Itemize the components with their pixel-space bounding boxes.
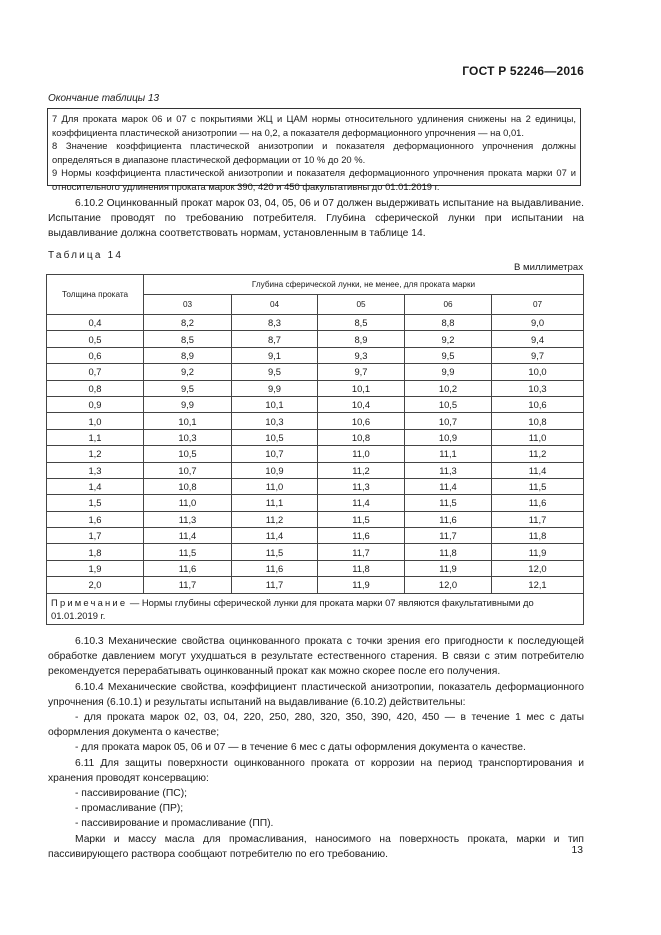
depth-cell: 9,7 (492, 347, 584, 363)
depth-cell: 10,2 (405, 380, 492, 396)
table14-label: Таблица 14 (48, 250, 124, 261)
depth-cell: 8,9 (318, 331, 405, 347)
list-item-oiling: - промасливание (ПР); (75, 803, 184, 815)
table-row (47, 380, 584, 396)
depth-cell: 11,9 (492, 544, 584, 560)
header-depth-group: Глубина сферической лунки, не менее, для проката марки (144, 275, 584, 295)
depth-cell: 8,8 (405, 315, 492, 331)
depth-cell: 11,6 (318, 528, 405, 544)
paragraph-6-10-2: 6.10.2 Оцинкованный прокат марок 03, 04, 05, 06 и 07 должен выдерживать испытание на выдавливание. Испытание проводят по требованию потребителя. Глубина сферической лунки при испытании на выдавливание должна соответствовать нормам, установленным в таблице 14. (48, 198, 584, 240)
depth-cell: 10,3 (232, 413, 318, 429)
table-row (47, 577, 584, 593)
depth-cell: 10,5 (232, 429, 318, 445)
depth-cell: 11,3 (318, 478, 405, 494)
depth-cell: 11,0 (492, 429, 584, 445)
depth-cell: 11,5 (492, 478, 584, 494)
depth-cell: 9,1 (232, 347, 318, 363)
depth-cell: 10,7 (232, 446, 318, 462)
depth-cell: 11,3 (405, 462, 492, 478)
depth-cell: 8,5 (144, 331, 232, 347)
depth-cell: 11,8 (318, 560, 405, 576)
table-row (47, 315, 584, 331)
thickness-cell: 1,3 (47, 462, 144, 478)
section-6-10-3-to-6-11 (48, 634, 584, 862)
table14-units: В миллиметрах (513, 262, 583, 273)
note-label: Примечание (51, 596, 128, 608)
depth-cell: 11,2 (318, 462, 405, 478)
header-grade-06: 06 (405, 295, 492, 315)
thickness-cell: 0,9 (47, 396, 144, 412)
depth-cell: 8,3 (232, 315, 318, 331)
depth-cell: 10,8 (144, 478, 232, 494)
depth-cell: 10,4 (318, 396, 405, 412)
depth-cell: 11,7 (144, 577, 232, 593)
page-number: 13 (571, 845, 583, 856)
depth-cell: 11,9 (405, 560, 492, 576)
thickness-cell: 1,9 (47, 560, 144, 576)
paragraph-6-10-3: 6.10.3 Механические свойства оцинкованного проката с точки зрения его пригодности к последующей обработке давлением могут ухудшаться в результате естественного старения. В связи с этим потребителю рекомендуется перерабатывать оцинкованный прокат как можно скорее после его получения. (48, 636, 584, 678)
depth-cell: 10,7 (405, 413, 492, 429)
depth-cell: 11,7 (405, 528, 492, 544)
depth-cell: 10,6 (318, 413, 405, 429)
depth-cell: 11,3 (144, 511, 232, 527)
depth-cell: 11,8 (492, 528, 584, 544)
table-row (47, 528, 584, 544)
depth-cell: 8,9 (144, 347, 232, 363)
table-row (47, 347, 584, 363)
header-thickness: Толщина проката (47, 275, 144, 315)
table-row (47, 560, 584, 576)
table-row (47, 331, 584, 347)
table13-notes-box (47, 108, 581, 192)
thickness-cell: 0,5 (47, 331, 144, 347)
paragraph-6-11: 6.11 Для защиты поверхности оцинкованного проката от коррозии на период транспортирования и хранения проводят консервацию: (48, 757, 584, 784)
depth-cell: 10,6 (492, 396, 584, 412)
depth-cell: 8,2 (144, 315, 232, 331)
depth-cell: 10,9 (232, 462, 318, 478)
thickness-cell: 0,8 (47, 380, 144, 396)
depth-cell: 11,7 (232, 577, 318, 593)
table-row (47, 396, 584, 412)
depth-cell: 9,0 (492, 315, 584, 331)
depth-cell: 10,8 (492, 413, 584, 429)
depth-cell: 11,5 (232, 544, 318, 560)
table-row (47, 413, 584, 429)
depth-cell: 9,5 (405, 347, 492, 363)
depth-cell: 11,2 (492, 446, 584, 462)
table13-note-7: 7 Для проката марок 06 и 07 с покрытиями ЖЦ и ЦАМ нормы относительного удлинения снижены на 2 единицы, коэффициента пластической анизотропии — на 0,2, а показателя деформационного упрочнения — на 0,01. (52, 113, 576, 138)
depth-cell: 10,5 (144, 446, 232, 462)
depth-cell: 11,1 (405, 446, 492, 462)
thickness-cell: 0,6 (47, 347, 144, 363)
depth-cell: 10,1 (232, 396, 318, 412)
depth-cell: 9,2 (405, 331, 492, 347)
depth-cell: 11,6 (492, 495, 584, 511)
table-row (47, 462, 584, 478)
table-row (47, 495, 584, 511)
depth-cell: 8,5 (318, 315, 405, 331)
depth-cell: 9,7 (318, 364, 405, 380)
depth-cell: 11,7 (318, 544, 405, 560)
thickness-cell: 1,1 (47, 429, 144, 445)
depth-cell: 11,4 (144, 528, 232, 544)
header-grade-05: 05 (318, 295, 405, 315)
depth-cell: 10,1 (318, 380, 405, 396)
thickness-cell: 1,4 (47, 478, 144, 494)
table-row (47, 429, 584, 445)
table14-note-row (47, 593, 584, 624)
table-row (47, 544, 584, 560)
depth-cell: 11,7 (492, 511, 584, 527)
depth-cell: 11,4 (318, 495, 405, 511)
table13-continuation-caption: Окончание таблицы 13 (48, 93, 160, 104)
depth-cell: 11,0 (318, 446, 405, 462)
depth-cell: 9,2 (144, 364, 232, 380)
table-row (47, 364, 584, 380)
depth-cell: 11,4 (232, 528, 318, 544)
section-6-10-2 (48, 196, 584, 242)
depth-cell: 10,0 (492, 364, 584, 380)
thickness-cell: 2,0 (47, 577, 144, 593)
header-grade-03: 03 (144, 295, 232, 315)
depth-cell: 11,0 (232, 478, 318, 494)
table13-note-8: 8 Значение коэффициента пластической анизотропии и показателя деформационного упрочнения должны определяться в диапазоне пластической деформации от 10 % до 20 %. (52, 140, 576, 165)
depth-cell: 8,7 (232, 331, 318, 347)
thickness-cell: 1,5 (47, 495, 144, 511)
paragraph-final: Марки и массу масла для промасливания, наносимого на поверхность проката, марки и тип пассивирующего раствора сообщают потребителю по его требованию. (48, 833, 584, 860)
table14-note (47, 593, 584, 624)
depth-cell: 11,1 (232, 495, 318, 511)
table-row (47, 511, 584, 527)
depth-cell: 10,1 (144, 413, 232, 429)
thickness-cell: 0,7 (47, 364, 144, 380)
depth-cell: 9,5 (232, 364, 318, 380)
depth-cell: 11,5 (318, 511, 405, 527)
thickness-cell: 1,6 (47, 511, 144, 527)
depth-cell: 11,6 (232, 560, 318, 576)
depth-cell: 11,4 (405, 478, 492, 494)
standard-header: ГОСТ Р 52246—2016 (462, 64, 584, 78)
list-item-passivation-oiling: - пассивирование и промасливание (ПП). (75, 818, 274, 830)
depth-cell: 11,0 (144, 495, 232, 511)
depth-cell: 9,3 (318, 347, 405, 363)
depth-cell: 9,4 (492, 331, 584, 347)
depth-cell: 11,5 (144, 544, 232, 560)
table14 (46, 274, 584, 625)
depth-cell: 11,6 (144, 560, 232, 576)
depth-cell: 9,9 (405, 364, 492, 380)
depth-cell: 9,9 (232, 380, 318, 396)
thickness-cell: 1,8 (47, 544, 144, 560)
paragraph-6-10-4: 6.10.4 Механические свойства, коэффициент пластической анизотропии, показатель деформационного упрочнения (6.10.1) и результаты испытаний на выдавливание (6.10.2) действительны: (48, 681, 584, 708)
header-grade-04: 04 (232, 295, 318, 315)
paragraph-6-10-4-b: - для проката марок 05, 06 и 07 — в течение 6 мес с даты оформления документа о качестве. (75, 742, 526, 754)
depth-cell: 11,4 (492, 462, 584, 478)
depth-cell: 12,1 (492, 577, 584, 593)
depth-cell: 11,5 (405, 495, 492, 511)
thickness-cell: 1,2 (47, 446, 144, 462)
header-grade-07: 07 (492, 295, 584, 315)
depth-cell: 11,2 (232, 511, 318, 527)
depth-cell: 10,9 (405, 429, 492, 445)
list-item-passivation: - пассивирование (ПС); (75, 788, 187, 800)
depth-cell: 9,9 (144, 396, 232, 412)
paragraph-6-10-4-a: - для проката марок 02, 03, 04, 220, 250, 280, 320, 350, 390, 420, 450 — в течение 1 мес с даты оформления документа о качестве; (48, 712, 584, 739)
table-row (47, 478, 584, 494)
depth-cell: 10,8 (318, 429, 405, 445)
depth-cell: 11,6 (405, 511, 492, 527)
depth-cell: 10,5 (405, 396, 492, 412)
depth-cell: 9,5 (144, 380, 232, 396)
table13-note-9: 9 Нормы коэффициента пластической анизотропии и показателя деформационного упрочнения проката марки 07 и относительного удлинения проката марок 390, 420 и 450 факультативны до 01.01.2019 г. (52, 167, 576, 192)
depth-cell: 12,0 (492, 560, 584, 576)
thickness-cell: 1,7 (47, 528, 144, 544)
depth-cell: 12,0 (405, 577, 492, 593)
table14-body (47, 315, 584, 594)
note-text: — Нормы глубины сферической лунки для проката марки 07 являются факультативными до 01.01.2019 г. (51, 596, 534, 621)
depth-cell: 10,7 (144, 462, 232, 478)
thickness-cell: 1,0 (47, 413, 144, 429)
thickness-cell: 0,4 (47, 315, 144, 331)
depth-cell: 10,3 (492, 380, 584, 396)
depth-cell: 10,3 (144, 429, 232, 445)
depth-cell: 11,8 (405, 544, 492, 560)
depth-cell: 11,9 (318, 577, 405, 593)
table-row (47, 446, 584, 462)
